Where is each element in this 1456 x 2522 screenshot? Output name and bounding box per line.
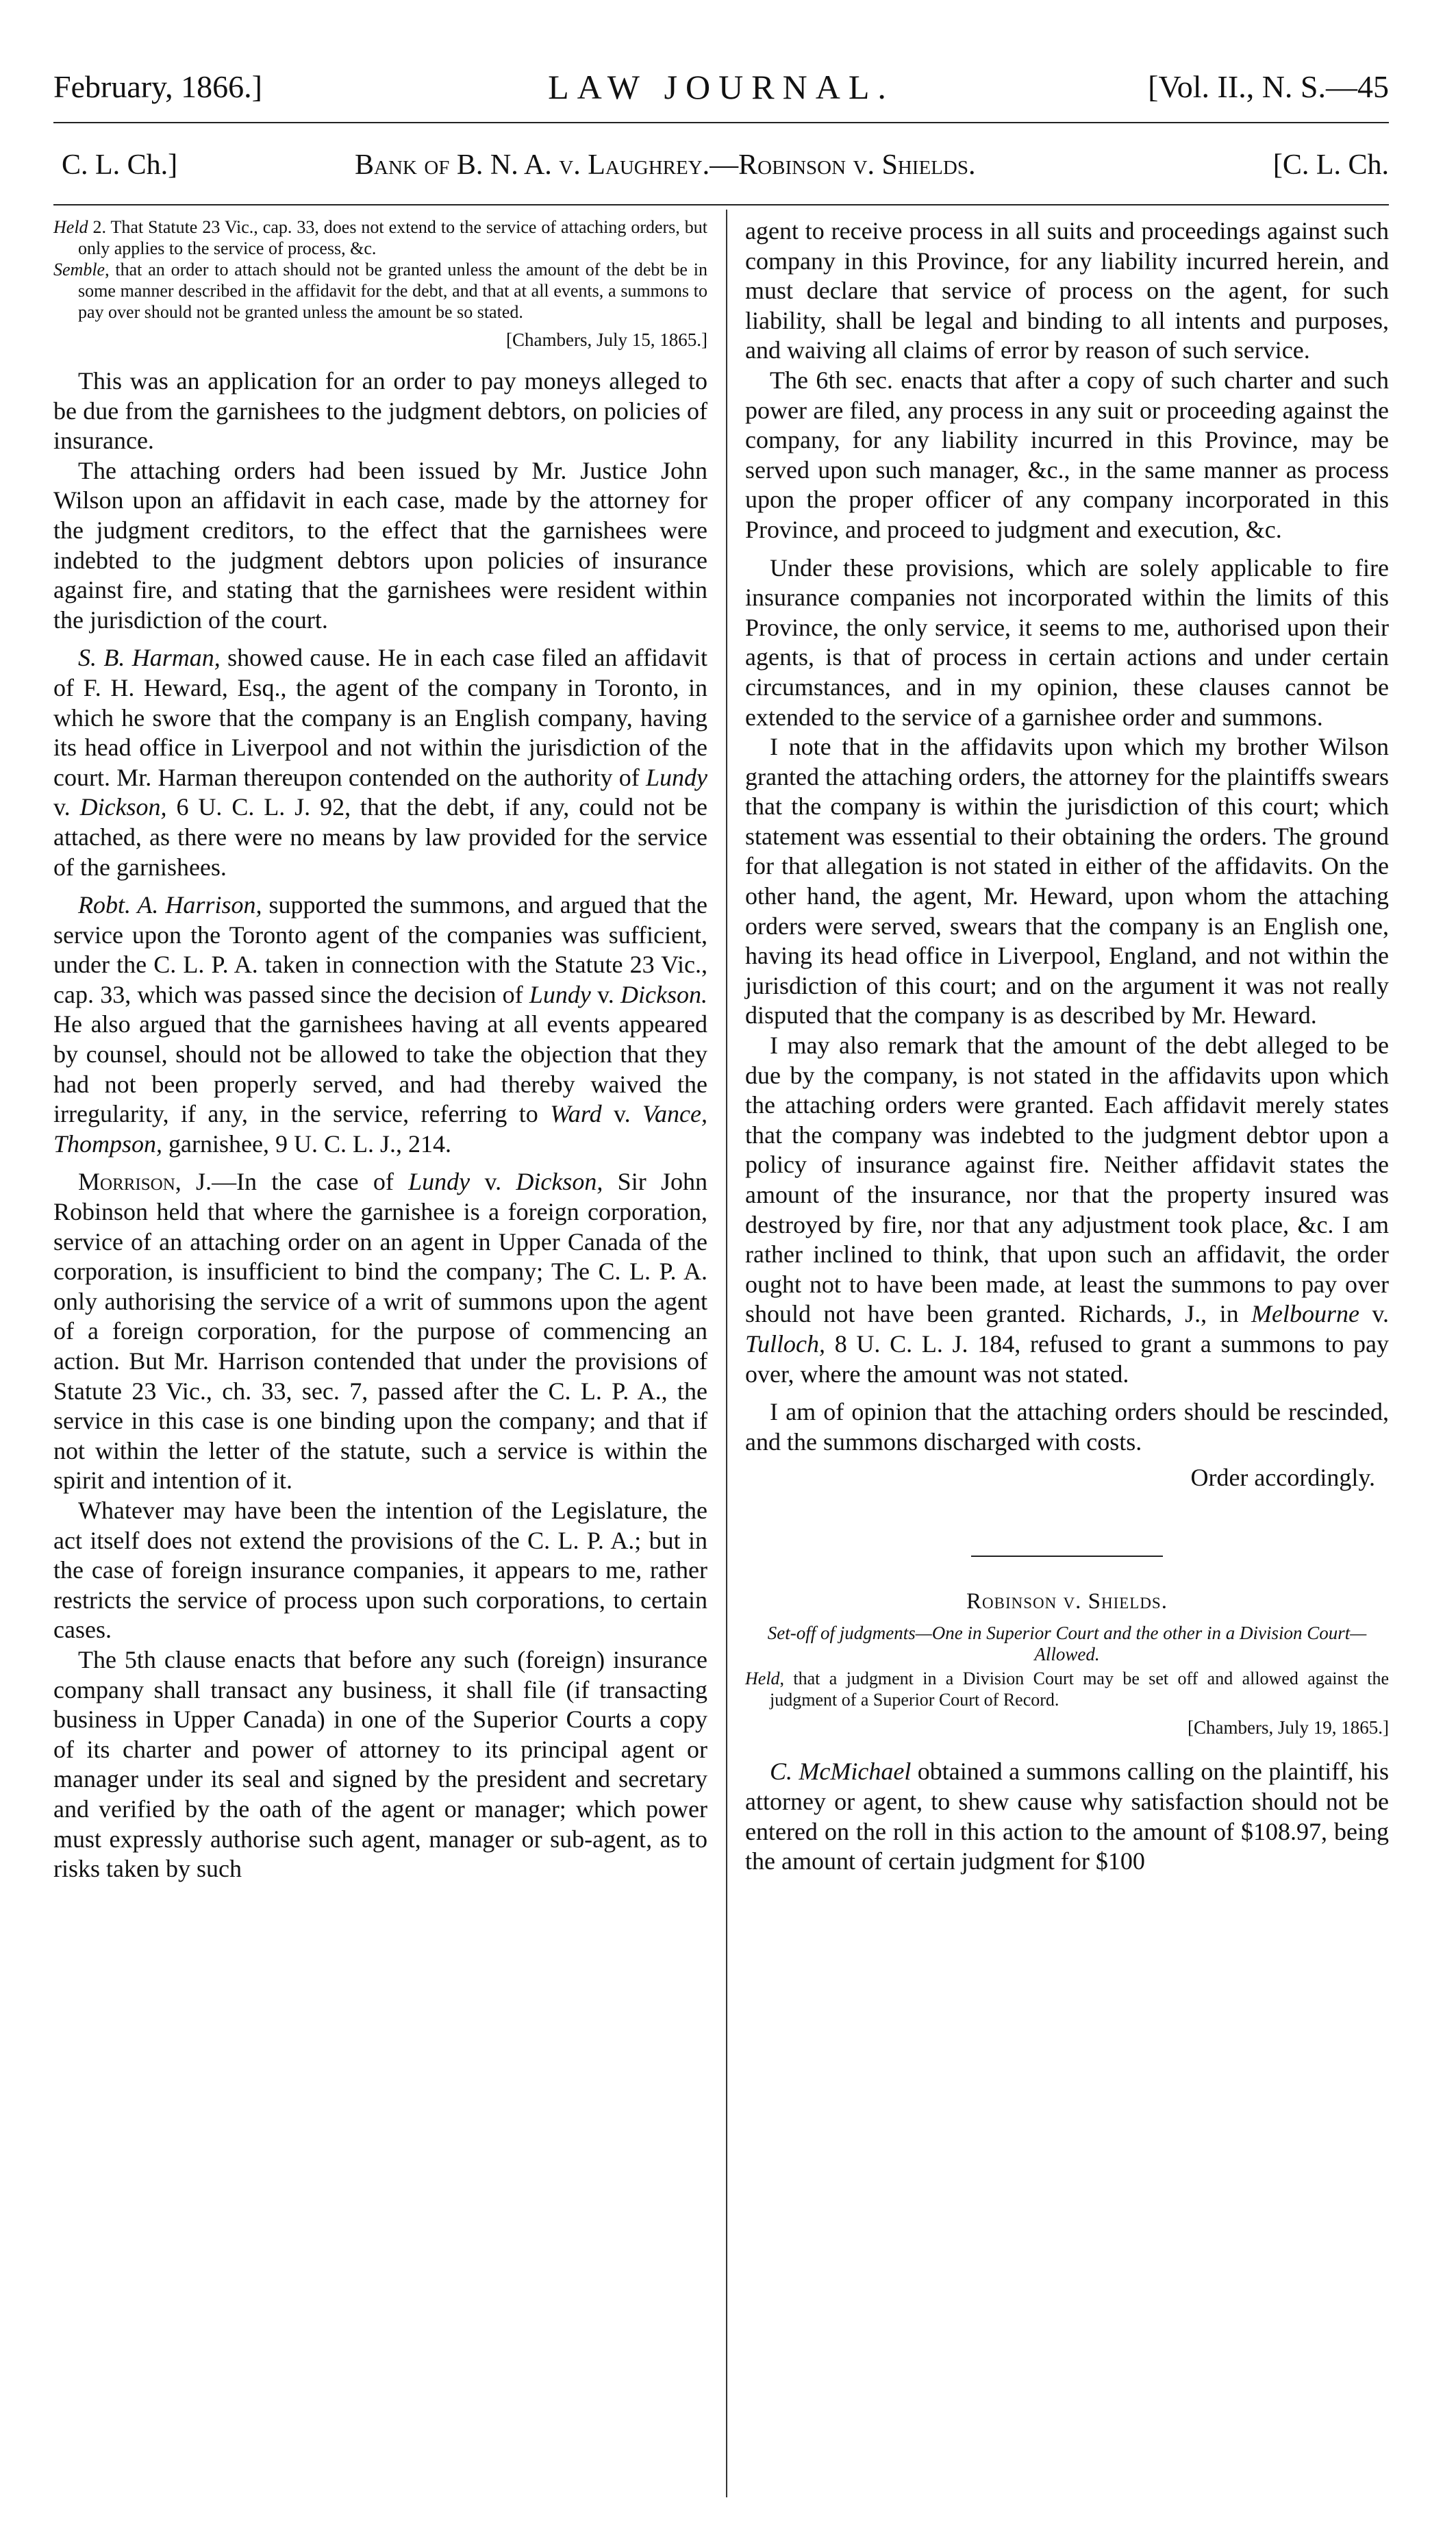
held-text: , that a judgment in a Division Court may be set off and allowed against the judgment of a Superior Court of Record. [770, 1669, 1389, 1710]
case-citation: Dickson, [516, 1168, 603, 1196]
judge-name: Morrison, J. [78, 1168, 212, 1196]
paragraph: The 6th sec. enacts that after a copy of such charter and such power are filed, any process in any suit or proceeding against the company, for any liability incurred in this Province, may be served upon such manager, &c., in the same manner as process upon the proper officer of any company incorporated in this Province, and proceed to judgment and execution, &c. [745, 366, 1389, 543]
left-column [53, 216, 707, 1884]
column-divider [726, 210, 727, 2497]
case-citation: Melbourne [1251, 1300, 1359, 1328]
held-label: Held [745, 1669, 780, 1689]
paragraph: C. McMichael obtained a summons calling on the plaintiff, his attorney or agent, to shew cause why satisfaction should not be entered on the roll in this action to the amount of $108.97, being the amount of certain judgment for $100 [745, 1758, 1389, 1875]
held-label: Held [53, 217, 88, 237]
paragraph: The 5th clause enacts that before any such (foreign) insurance company shall transact any business, it shall file (if transacting business in Upper Canada) in one of the Superior Courts a copy of its charter and power of attorney to its principal agent or manager under its seal and signed by the president and secretary and verified by the oath of the agent or manager; which power must expressly authorise such agent, manager or sub-agent, as to risks taken by such [53, 1645, 707, 1883]
case-citation: Dickson, [79, 793, 167, 821]
paragraph: Morrison, J.—In the case of Lundy v. Dickson, Sir John Robinson held that where the garnishee is a foreign corporation, service of an attaching order on an agent in Upper Canada of the corporation, is insufficient to bind the company; The C. L. P. A. only authorising the service of a writ of summons upon the agent of a foreign corporation, for the purpose of commencing an action. But Mr. Harrison contended that under the provisions of Statute 23 Vic., ch. 33, sec. 7, passed after the C. L. P. A., the service in this case is one binding upon the company; and that if not within the letter of the statute, such a service is within the spirit and intention of it. [53, 1168, 708, 1495]
case-citation: Tulloch, [745, 1329, 826, 1358]
case-citation: Lundy [408, 1168, 470, 1196]
issue-date: February, 1866.] [53, 69, 262, 104]
case-citation: Ward [550, 1100, 602, 1128]
held-text: 2. That Statute 23 Vic., cap. 33, does not extend to the service of attaching orders, but only applies to the service of process, &c. [78, 217, 707, 258]
running-head [53, 63, 1389, 111]
journal-title: LAW JOURNAL. [548, 68, 894, 106]
counsel-name: Robt. A. Harrison, [78, 891, 262, 919]
order-line: Order accordingly. [1190, 1464, 1375, 1492]
case-citation: Lundy [529, 980, 591, 1008]
case-citation: Vance, Thompson, [53, 1100, 707, 1158]
paragraph: Robt. A. Harrison, supported the summons, and argued that the service upon the Toronto agent of the companies was sufficient, under the C. L. P. A. taken in connection with the Statute 23 Vic., cap. 33, which was passed since the decision of Lundy v. Dickson. He also argued that the garnishees having at all events appeared by counsel, should not be allowed to take the objection that they had not been properly served, and had thereby waived the irregularity, if any, in the service, referring to Ward v. Vance, Thompson, garnishee, 9 U. C. L. J., 214. [53, 891, 707, 1158]
chambers-date: [Chambers, July 19, 1865.] [1188, 1717, 1389, 1738]
paragraph: S. B. Harman, showed cause. He in each case filed an affidavit of F. H. Heward, Esq., the agent of the company in Toronto, in which he swore that the company is an English company, having its head office in Liverpool and not within the jurisdiction of the court. Mr. Harman thereupon contended on the authority of Lundy v. Dickson, 6 U. C. L. J. 92, that the debt, if any, could not be attached, as there were no means by law provided for the service of the garnishees. [53, 644, 707, 881]
case-citation: Lundy [646, 763, 707, 791]
paragraph: Under these provisions, which are solely applicable to fire insurance companies not incorporated within the limits of this Province, the only service, it seems to me, authorised upon their agents, is that of process in certain actions and under certain circumstances, and in my opinion, these clauses cannot be extended to the service of a garnishee order and summons. [745, 553, 1389, 731]
case-citation: Dickson. [620, 980, 707, 1008]
counsel-name: C. McMichael [770, 1758, 912, 1786]
paragraph: I may also remark that the amount of the debt alleged to be due by the company, is not stated in the affidavits upon which the attaching orders were granted. Each affidavit merely states that the company was indebted to the judgment debtor upon a policy of insurance against fire. Neither affidavit states the amount of the insurance, nor that the property insured was destroyed by fire, nor that any adjustment took place, &c. I am rather inclined to think, that upon such an affidavit, the order ought not to have been made, at least the summons to pay over should not have been granted. Richards, J., in Melbourne v. Tulloch, 8 U. C. L. J. 184, refused to grant a summons to pay over, where the amount was not stated. [745, 1032, 1389, 1388]
semble-label: Semble [53, 260, 105, 279]
header-rule [53, 122, 1389, 123]
case-header-rule [53, 204, 1389, 205]
court-label-right: [C. L. Ch. [1272, 149, 1389, 181]
headnote-semble [53, 259, 707, 323]
paragraph: Whatever may have been the intention of the Legislature, the act itself does not extend the provisions of the C. L. P. A.; but in the case of foreign insurance companies, it appears to me, rather restricts the service of process upon such corporations, to certain cases. [53, 1496, 707, 1644]
court-label-left: C. L. Ch.] [62, 149, 178, 181]
volume-page: [Vol. II., N. S.—45 [1148, 69, 1389, 104]
section-title: Robinson v. Shields. [966, 1589, 1168, 1614]
paragraph: I am of opinion that the attaching orders should be rescinded, and the summons discharged with costs. [745, 1398, 1389, 1456]
chambers-date: [Chambers, July 15, 1865.] [506, 329, 707, 350]
section-subtitle: Set-off of judgments—One in Superior Court and the other in a Division Court—Allowed. [767, 1623, 1367, 1665]
right-column [745, 216, 1389, 1877]
case-header [53, 144, 1389, 186]
section-separator [971, 1556, 1163, 1557]
paragraph: I note that in the affidavits upon which my brother Wilson granted the attaching orders, the attorney for the plaintiffs swears that the company is within the jurisdiction of this court; which statement was essential to their obtaining the orders. The ground for that allegation is not stated in either of the affidavits. On the other hand, the agent, Mr. Heward, upon whom the attaching orders were served, swears that the company is an English one, having its head office in Liverpool, England, and not within the jurisdiction of this court; and on the argument it was not really disputed that the company is as described by Mr. Heward. [745, 733, 1389, 1029]
headnote-held [745, 1668, 1389, 1710]
paragraph: The attaching orders had been issued by Mr. Justice John Wilson upon an affidavit in each case, made by the attorney for the judgment creditors, to the effect that the garnishees were indebted to the judgment debtors upon policies of insurance against fire, and stating that the garnishees were resident within the jurisdiction of the court. [53, 456, 707, 634]
semble-text: , that an order to attach should not be granted unless the amount of the debt be in some manner described in the affidavit for the debt, and that at all events, a summons to pay over should not be granted unless the amount be so stated. [78, 260, 707, 322]
paragraph: This was an application for an order to pay moneys alleged to be due from the garnishees to the judgment debtors, on policies of insurance. [53, 367, 707, 455]
headnote-held [53, 216, 707, 259]
counsel-name: S. B. Harman, [78, 644, 221, 672]
paragraph: agent to receive process in all suits and proceedings against such company in this Province, for any liability incurred herein, and must declare that service of process on the agent, for such liability, shall be legal and binding to all intents and purposes, and waiving all claims of error by reason of such service. [745, 217, 1389, 364]
case-names: Bank of B. N. A. v. Laughrey.—Robinson v. Shields. [355, 149, 976, 181]
